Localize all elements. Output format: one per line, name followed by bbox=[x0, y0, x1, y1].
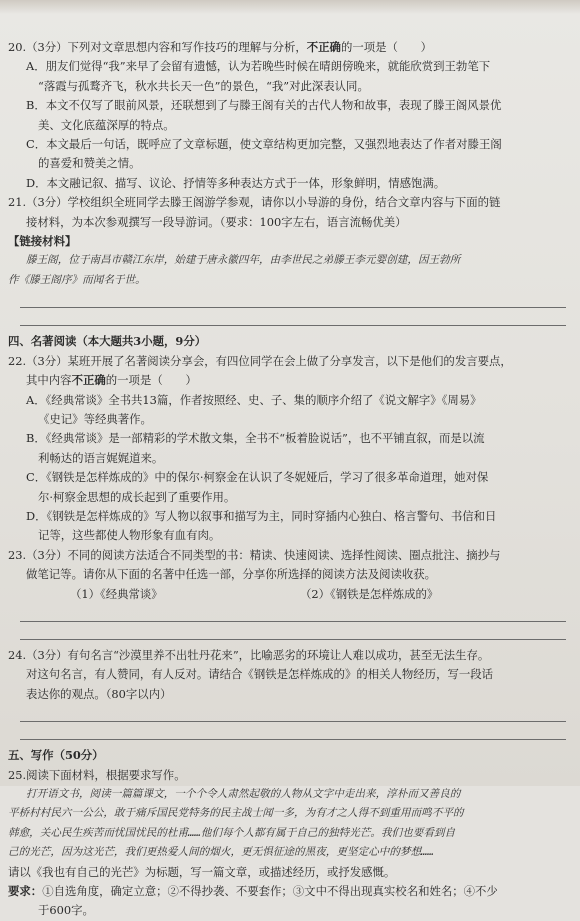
q23-option-1: （1）《经典常谈》 bbox=[70, 586, 163, 601]
q25-prompt: 请以《我也有自己的光芒》为标题，写一篇文章，或描述经历，或抒发感慨。 bbox=[8, 864, 396, 879]
answer-line[interactable] bbox=[20, 290, 566, 308]
q25-requirements: 要求：①自选角度，确定立意；②不得抄袭、不要套作；③文中不得出现真实校名和姓名；④不少 bbox=[8, 884, 498, 899]
q25-stem: 25.阅读下面材料，根据要求写作。 bbox=[8, 767, 186, 782]
answer-line[interactable] bbox=[20, 604, 566, 622]
section-4-title: 四、名著阅读（本大题共3小题，9分） bbox=[8, 334, 207, 349]
q20-stem: 20.（3分）下列对文章思想内容和写作技巧的理解与分析，不正确的一项是（ ） bbox=[8, 40, 433, 54]
q22-option-d-cont: 记等，这些都使人物形象有血有肉。 bbox=[38, 528, 221, 543]
link-material-text-cont: 作《滕王阁序》而闻名于世。 bbox=[8, 273, 146, 286]
q23-stem-cont: 做笔记等。请你从下面的名著中任选一部，分享你所选择的阅读方法及阅读收获。 bbox=[26, 567, 437, 582]
answer-line[interactable] bbox=[20, 622, 566, 640]
q20-option-b: B．本文不仅写了眼前风景，还联想到了与滕王阁有关的古代人物和故事，表现了滕王阁风景优 bbox=[26, 98, 502, 113]
q22-option-d: D．《钢铁是怎样炼成的》写人物以叙事和描写为主，同时穿插内心独白、格言警句、书信和日 bbox=[26, 508, 497, 523]
q20-option-b-cont: 美、文化底蕴深厚的特点。 bbox=[38, 117, 175, 132]
q22-stem-cont: 其中内容不正确的一项是（ ） bbox=[26, 373, 197, 388]
page-top-edge bbox=[0, 0, 580, 14]
q22-option-a: A．《经典常谈》全书共13篇，作者按照经、史、子、集的顺序介绍了《说文解字》《周易》 bbox=[26, 392, 482, 407]
link-material-text: 滕王阁，位于南昌市赣江东岸，始建于唐永徽四年，由李世民之弟滕王李元婴创建，因王勃所 bbox=[26, 254, 461, 267]
q22-option-b: B．《经典常谈》是一部精彩的学术散文集，全书不“板着脸说话”，也不平铺直叙，而是以流 bbox=[26, 431, 485, 446]
q22-option-b-cont: 利畅达的语言娓娓道来。 bbox=[38, 450, 164, 465]
section-5-title: 五、写作（50分） bbox=[8, 748, 104, 763]
q20-option-c: C．本文最后一句话，既呼应了文章标题，使文章结构更加完整，又强烈地表达了作者对滕王阁 bbox=[26, 137, 502, 152]
q24-stem-cont-2: 表达你的观点。（80字以内） bbox=[26, 686, 172, 701]
q25-requirements-label: 要求： bbox=[8, 884, 43, 899]
q25-material-cont: 平桥村村民六一公公，敢于痛斥国民党特务的民主战士闻一多，为有才之人得不到重用而鸣不平的 bbox=[8, 807, 464, 820]
q22-option-c-cont: 尔·柯察金思想的成长起到了重要作用。 bbox=[38, 489, 236, 504]
q23-option-2: （2）《钢铁是怎样炼成的》 bbox=[300, 586, 439, 601]
q22-option-c: C．《钢铁是怎样炼成的》中的保尔·柯察金在认识了冬妮娅后，学习了很多革命道理，她对保 bbox=[26, 470, 489, 485]
q25-requirements-cont: 于600字。 bbox=[38, 903, 94, 918]
link-material-title: 【链接材料】 bbox=[8, 234, 77, 249]
answer-line[interactable] bbox=[20, 308, 566, 326]
q23-options bbox=[8, 585, 568, 604]
answer-line[interactable] bbox=[20, 704, 566, 722]
q24-stem: 24.（3分）有句名言“沙漠里养不出牡丹花来”，比喻恶劣的环境让人难以成功，甚至无法生存。 bbox=[8, 647, 490, 662]
q20-option-c-cont: 的喜爱和赞美之情。 bbox=[38, 156, 141, 171]
q23-stem: 23.（3分）不同的阅读方法适合不同类型的书：精读、快速阅读、选择性阅读、圈点批注、摘抄与 bbox=[8, 547, 501, 562]
answer-line[interactable] bbox=[20, 722, 566, 740]
q21-stem: 21.（3分）学校组织全班同学去滕王阁游学参观，请你以小导游的身份，结合文章内容与下面的链 bbox=[8, 195, 501, 210]
q25-material-cont: 韩愈，关心民生疾苦而忧国忧民的杜甫……他们每个人都有属于自己的独特光芒。我们也要看到自 bbox=[8, 826, 456, 839]
q24-stem-cont: 对这句名言，有人赞同，有人反对。请结合《钢铁是怎样炼成的》的相关人物经历，写一段话 bbox=[26, 667, 494, 682]
q22-option-a-cont: 《史记》等经典著作。 bbox=[38, 411, 152, 426]
q20-option-a-cont: “落霞与孤鹜齐飞，秋水共长天一色”的景色，“我”对此深表认同。 bbox=[38, 78, 369, 93]
q20-option-a: A．朋友们觉得“我”来早了会留有遗憾，认为若晚些时候在晴朗傍晚来，就能欣赏到王勃笔下 bbox=[26, 59, 491, 74]
q25-material-cont: 己的光芒，因为这光芒，我们更热爱人间的烟火，更无惧征途的黑夜，更坚定心中的梦想…… bbox=[8, 846, 434, 859]
q22-stem: 22.（3分）某班开展了名著阅读分享会，有四位同学在会上做了分享发言，以下是他们的发言要点， bbox=[8, 353, 512, 368]
q20-option-d: D．本文融记叙、描写、议论、抒情等多种表达方式于一体，形象鲜明，情感饱满。 bbox=[26, 175, 446, 190]
q25-material: 打开语文书，阅读一篇篇课文，一个个令人肃然起敬的人物从文字中走出来，淳朴而又善良的 bbox=[26, 788, 461, 800]
q21-stem-cont: 接材料，为本次参观撰写一段导游词。（要求：100字左右，语言流畅优美） bbox=[26, 214, 407, 229]
